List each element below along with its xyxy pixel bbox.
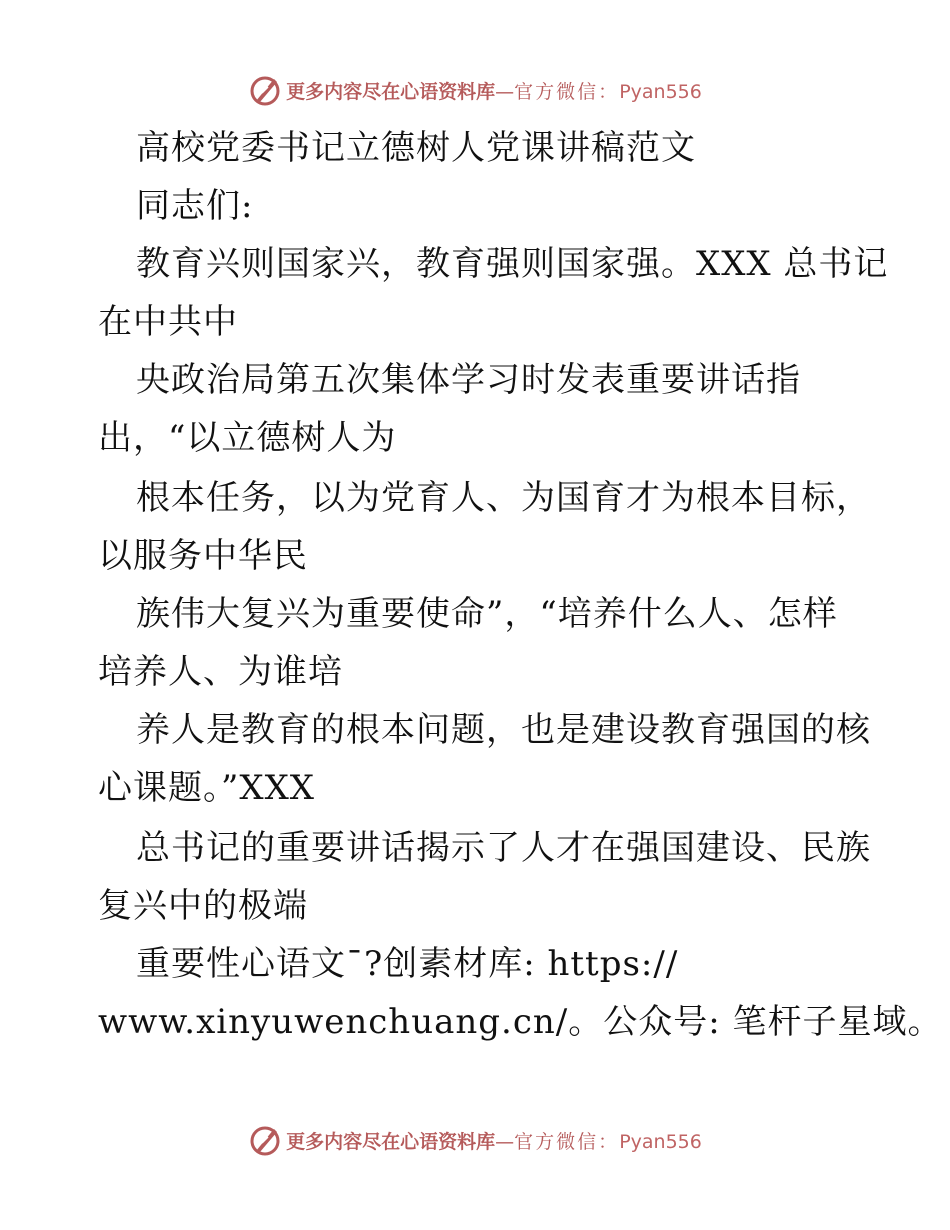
body-line: 央政治局第五次集体学习时发表重要讲话指 [136, 360, 801, 400]
body-line: 根本任务，以为党育人、为国育才为根本目标， [136, 478, 871, 518]
banner-wechat-label: 官方微信： [514, 80, 620, 103]
document-title: 高校党委书记立德树人党课讲稿范文 [136, 128, 696, 168]
salutation: 同志们: [136, 186, 254, 226]
banner-wechat-id: Pyan556 [619, 80, 702, 103]
body-line: 族伟大复兴为重要使命”，“培养什么人、怎样 [136, 594, 838, 634]
body-line: www.xinyuwenchuang.cn/。公众号: 笔杆子星域。 [98, 1002, 943, 1042]
body-line: 在中共中 [98, 302, 238, 342]
body-line: 培养人、为谁培 [98, 652, 343, 692]
body-line: 重要性心语文¯?创素材库: https:// [136, 944, 679, 984]
banner-slogan: 更多内容尽在心语资料库 [286, 80, 496, 103]
banner-wechat-id: Pyan556 [619, 1130, 702, 1153]
body-line: 以服务中华民 [98, 536, 308, 576]
banner-separator: — [495, 1130, 515, 1153]
banner-separator: — [495, 80, 515, 103]
banner-slogan: 更多内容尽在心语资料库 [286, 1130, 496, 1153]
banner-wechat-label: 官方微信： [514, 1130, 620, 1153]
body-line: 心课题。”XXX [98, 768, 315, 808]
body-line: 养人是教育的根本问题，也是建设教育强国的核 [136, 710, 871, 750]
banner-text [286, 1127, 702, 1154]
body-line: 教育兴则国家兴，教育强则国家强。XXX 总书记 [136, 244, 889, 284]
body-line: 总书记的重要讲话揭示了人才在强国建设、民族 [136, 828, 871, 868]
footer-banner [0, 1120, 950, 1160]
quill-circle-logo-icon [248, 1123, 282, 1157]
body-line: 出，“以立德树人为 [98, 418, 397, 458]
body-line: 复兴中的极端 [98, 886, 308, 926]
